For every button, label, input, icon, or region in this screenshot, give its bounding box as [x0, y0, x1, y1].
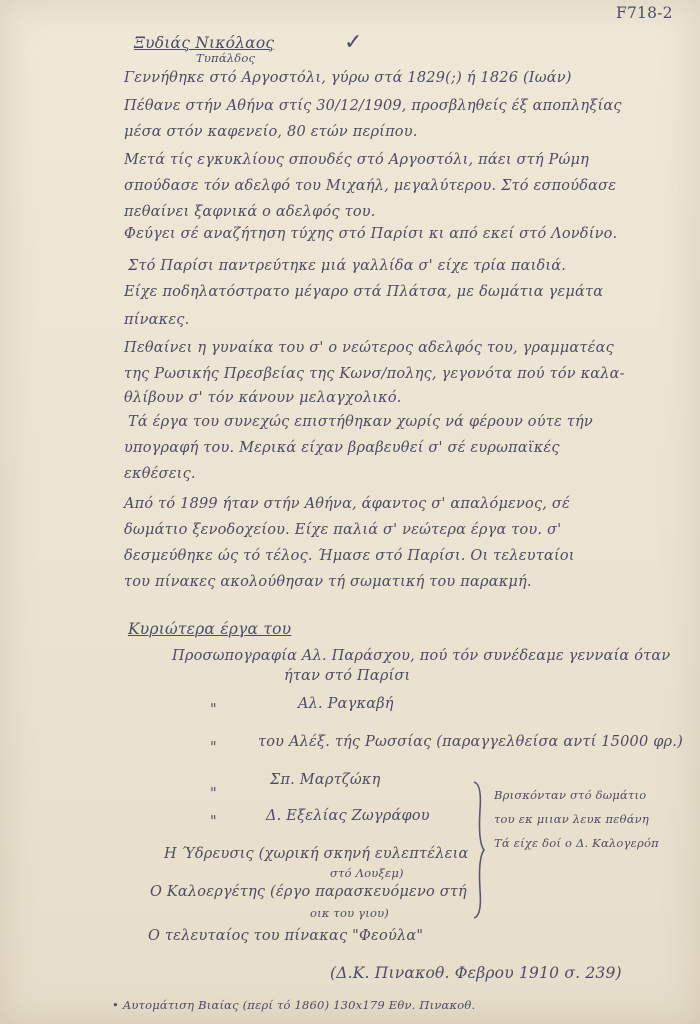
footer-entry: • Αυτομάτιση Βιαίας (περί τό 1860) 130x179 Εθν. Πινακοθ.	[112, 998, 476, 1012]
text-line: Από τό 1899 ήταν στήν Αθήνα, άφαντος σ' απαλόμενος, σέ	[124, 496, 571, 512]
text-line: Στό Παρίσι παντρεύτηκε μιά γαλλίδα σ' είχε τρία παιδιά.	[128, 258, 567, 274]
text-line: δεσμεύθηκε ώς τό τέλος. Ήμασε στό Παρίσι. Οι τελευταίοι	[124, 548, 575, 564]
text-line: υπογραφή του. Μερικά είχαν βραβευθεί σ' σέ ευρωπαϊκές	[124, 440, 560, 456]
text-line: μέσα στόν καφενείο, 80 ετών περίπου.	[124, 124, 418, 140]
text-line: Πεθαίνει η γυναίκα του σ' ο νεώτερος αδελφός του, γραμματέας	[124, 340, 614, 356]
brace-mark	[472, 780, 486, 920]
work-item: Ο Καλοεργέτης (έργο παρασκευόμενο στή	[150, 884, 467, 900]
page-title: Ξυδιάς Νικόλαος	[134, 34, 275, 52]
text-line: του πίνακες ακολούθησαν τή σωματική του παρακμή.	[124, 574, 532, 590]
text-line: Γεννήθηκε στό Αργοστόλι, γύρω στά 1829(;) ή 1826 (Ιωάν)	[124, 70, 572, 86]
work-item: Δ. Εξελίας Ζωγράφου	[266, 808, 430, 824]
text-line: Τά έργα του συνεχώς επιστήθηκαν χωρίς νά φέρουν ούτε τήν	[128, 414, 593, 430]
work-item: οικ του γιου)	[310, 906, 389, 920]
works-heading: Κυριώτερα έργα του	[128, 620, 292, 638]
work-item: Η Ύδρευσις (χωρική σκηνή ευλεπτέλεια	[164, 846, 469, 862]
source-citation: (Δ.Κ. Πινακοθ. Φεβρου 1910 σ. 239)	[330, 964, 622, 982]
work-item: ήταν στό Παρίσι	[284, 668, 411, 684]
side-note-line: του εκ μιιαν λευκ πεθάνη	[494, 812, 649, 826]
side-note-line: Τά είχε δοί ο Δ. Καλογερόπ	[494, 836, 659, 850]
text-line: πίνακες.	[124, 312, 190, 328]
ditto-mark: "	[210, 702, 217, 718]
ditto-mark: "	[210, 740, 217, 756]
side-note-line: Βρισκόνταν στό δωμάτιο	[494, 788, 647, 802]
title-note: Τυπάλδος	[196, 51, 256, 65]
work-item: Αλ. Ραγκαβή	[298, 696, 394, 712]
work-item: Ο τελευταίος του πίνακας "Φεούλα"	[148, 928, 424, 944]
text-line: σπούδασε τόν αδελφό του Μιχαήλ, μεγαλύτερου. Στό εσπούδασε	[124, 178, 617, 194]
work-item: στό Λουξεμ)	[330, 866, 404, 880]
ditto-mark: "	[210, 814, 217, 830]
work-item: του Αλέξ. τής Ρωσσίας (παραγγελθείσα αντί 15000 φρ.)	[258, 734, 683, 750]
check-mark: ✓	[344, 30, 363, 55]
catalog-mark: F718-2	[616, 4, 673, 22]
work-item: Σπ. Μαρτζώκη	[270, 772, 381, 788]
text-line: Είχε ποδηλατόστρατο μέγαρο στά Πλάτσα, με δωμάτια γεμάτα	[124, 284, 604, 300]
text-line: δωμάτιο ξενοδοχείου. Είχε παλιά σ' νεώτερα έργα του. σ'	[124, 522, 562, 538]
work-item: Προσωπογραφία Αλ. Παράσχου, πού τόν συνέδεαμε γενναία όταν	[172, 648, 671, 664]
text-line: της Ρωσικής Πρεσβείας της Κωνσ/πολης, γεγονότα πού τόν καλα-	[124, 366, 625, 382]
text-line: Φεύγει σέ αναζήτηση τύχης στό Παρίσι κι από εκεί στό Λονδίνο.	[124, 226, 618, 242]
text-line: Μετά τίς εγκυκλίους σπουδές στό Αργοστόλι, πάει στή Ρώμη	[124, 152, 590, 168]
text-line: θλίβουν σ' τόν κάνουν μελαγχολικό.	[124, 390, 402, 406]
text-line: εκθέσεις.	[124, 466, 196, 482]
text-line: Πέθανε στήν Αθήνα στίς 30/12/1909, προσβληθείς έξ αποπληξίας	[124, 98, 622, 114]
ditto-mark: "	[210, 786, 217, 802]
text-line: πεθαίνει ξαφνικά ο αδελφός του.	[124, 204, 376, 220]
